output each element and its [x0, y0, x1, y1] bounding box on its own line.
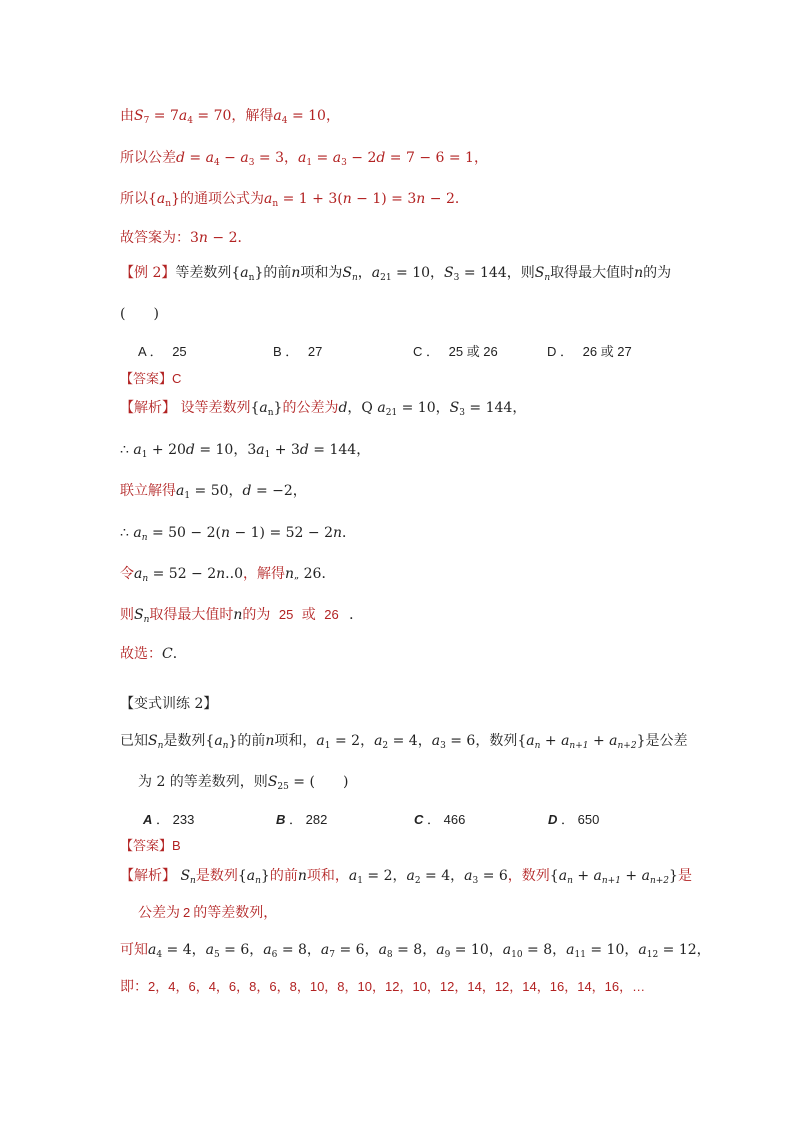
variant-2-option-a: A ． 233: [143, 812, 195, 827]
example-2-analysis-3: 联立解得$a_1 = 50$，d = −2，: [120, 483, 307, 501]
example-2-analysis-6: 则$S_n$取得最大值时n的为 25 或 26 ．: [120, 607, 364, 625]
variant-2-stem-1: 已知$S_n$是数列$\{a_n\}$的前n项和，$a_1 = 2$，$a_2 = 4$，$a_3 = 6$，数列$\{a_n + a_{n+1} + a_{n+2}\}$是公差: [120, 733, 688, 751]
example-2-analysis-5: 令$a_n = 52 - 2n..0$，解得n„ 26．: [120, 566, 336, 584]
example-2-tag: 【例 2】: [120, 265, 176, 281]
variant-2-analysis-1: 【解析】 $S_n$是数列$\{a_n\}$的前n项和，$a_1 = 2$，$a_2 = 4$，$a_3 = 6$，数列$\{a_n + a_{n+1} + a_{n+2}\}$是: [120, 868, 692, 886]
example-2-stem: 【例 2】等差数列$\{a_n\}$的前n项和为$S_n$，$a_{21} = 10$，$S_3 = 144$，则$S_n$取得最大值时n的为: [120, 265, 672, 283]
variant-2-option-c: C ． 466: [414, 812, 466, 827]
example-2-paren: ( ): [120, 306, 159, 322]
example-2-option-c: C ． 25 或 26: [413, 344, 498, 359]
variant-2-analysis-2: 公差为 2 的等差数列，: [138, 905, 278, 921]
variant-2-option-b: B ． 282: [276, 812, 328, 827]
variant-2-option-d: D ． 650: [548, 812, 600, 827]
example-2-option-d: D ． 26 或 27: [547, 344, 632, 359]
solution-line-4: 故答案为：3n − 2．: [120, 230, 252, 246]
variant-2-answer: 【答案】B: [120, 838, 181, 854]
example-2-answer: 【答案】C: [120, 371, 182, 387]
example-2-analysis-1: 【解析】 设等差数列$\{a_n\}$的公差为d，Q $a_{21} = 10$，$S_3 = 144$，: [120, 400, 527, 418]
example-2-option-a: A ． 25: [138, 344, 187, 359]
variant-2-stem-2: 为 2 的等差数列，则$S_{25}$ = ( ): [138, 774, 349, 792]
example-2-option-b: B ． 27: [273, 344, 323, 359]
example-2-analysis-2: ∴ $a_1 + 20d = 10$，$3a_1 + 3d = 144$，: [120, 442, 371, 460]
example-2-analysis-4: ∴ $a_n = 50 - 2(n - 1) = 52 - 2n$．: [120, 525, 357, 543]
variant-2-tag: 【变式训练 2】: [120, 696, 218, 712]
example-2-analysis-7: 故选：C．: [120, 646, 187, 662]
solution-line-3: 所以$\{a_n\}$的通项公式为$a_n = 1 + 3(n - 1) = 3n - 2$．: [120, 191, 469, 209]
variant-2-analysis-3: 可知$a_4 = 4$，$a_5 = 6$，$a_6 = 8$，$a_7 = 6$，$a_8 = 8$，$a_9 = 10$，$a_{10} = 8$，$a_{11} = 10$，$a_{12} = 12$，: [120, 942, 711, 960]
solution-line-1: 由$S_7 = 7a_4 = 70$，解得$a_4 = 10$，: [120, 108, 340, 126]
solution-line-2: 所以公差$d = a_4 - a_3 = 3$，$a_1 = a_3 - 2d = 7 - 6 = 1$，: [120, 150, 488, 168]
variant-2-analysis-4: 即：2，4，6，4，6，8，6，8，10，8，10，12，10，12，14，12，14，16，14，16，…: [120, 979, 646, 995]
